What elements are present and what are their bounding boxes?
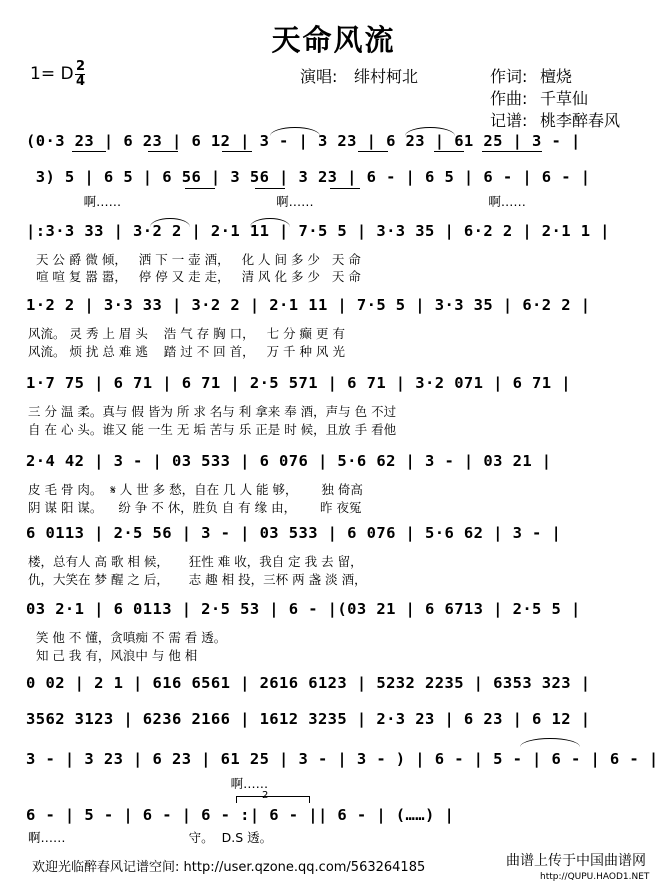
notation: |:3·3 33 | 3·2 2 | 2·1 11 | 7·5 5 | 3·3 35 | 6·2 2 | 2·1 1 | <box>26 222 610 240</box>
beam <box>482 151 542 152</box>
lyric-line-12a: 啊…… 守。 D.S 透。 <box>28 830 273 845</box>
composer: 千草仙 <box>540 89 589 108</box>
singer-label: 演唱: <box>300 67 338 86</box>
notation: 6 - | 5 - | 6 - | 6 - :| 6 - || 6 - | (……) | <box>26 806 455 824</box>
beam <box>330 188 360 189</box>
lyric-line-5a: 三 分 温 柔。真与 假 皆为 所 求 名与 利 拿来 奉 酒，声与 色 不过 <box>28 404 397 419</box>
lyric-line-7b: 仇，大笑在 梦 醒 之 后， 志 趣 相 投，三杯 两 盏 淡 酒， <box>28 572 367 587</box>
beam <box>72 151 106 152</box>
lyric-line-4b: 风流。 烦 扰 总 难 逃 踏 过 不 回 首， 万 千 种 风 光 <box>28 344 345 359</box>
notation: 3562 3123 | 6236 2166 | 1612 3235 | 2·3 23 | 6 23 | 6 12 | <box>26 710 591 728</box>
lyricist-label: 作词: <box>490 67 528 86</box>
notation: 3 - | 3 23 | 6 23 | 61 25 | 3 - | 3 - ) | 6 - | 5 - | 6 - | 6 - | <box>26 750 659 768</box>
watermark-text: 曲谱上传于中国曲谱网 <box>506 853 646 869</box>
lyric-line-6a: 皮 毛 骨 肉。 𝄋 人 世 多 愁，自在 几 人 能 够， 独 倚高 <box>28 482 363 497</box>
time-signature-top: 2 <box>76 59 86 74</box>
beam <box>185 188 215 189</box>
lyric-line-5b: 自 在 心 头。谁又 能 一生 无 垢 苦与 乐 正是 时 候，且放 手 看他 <box>28 422 397 437</box>
beam <box>255 188 285 189</box>
lyric-line-3a: 天 公 爵 微 倾， 洒 下 一 壶 酒， 化 人 间 多 少 天 命 <box>28 252 361 267</box>
volta-number: 2 <box>262 790 269 801</box>
key-signature: 1= D <box>30 64 74 84</box>
composer-label: 作曲: <box>490 89 528 108</box>
notation: 3) 5 | 6 5 | 6 56 | 3 56 | 3 23 | 6 - | 6 5 | 6 - | 6 - | <box>26 168 591 186</box>
lyric-line-2a: 啊…… 啊…… 啊…… <box>28 194 526 209</box>
tie <box>405 127 455 136</box>
tie <box>270 127 320 136</box>
beam <box>148 151 178 152</box>
notation: (0·3 23 | 6 23 | 6 12 | 3 - | 3 23 | 6 23 | 61 25 | 3 - | <box>26 132 581 150</box>
beam <box>358 151 388 152</box>
transcriber-label: 记谱: <box>490 111 528 130</box>
notation: 0 02 | 2 1 | 616 6561 | 2616 6123 | 5232 2235 | 6353 323 | <box>26 674 591 692</box>
volta-bracket <box>236 796 310 803</box>
lyric-line-11a: 啊…… <box>28 776 269 791</box>
score-system-1 <box>26 132 645 164</box>
lyricist: 檀烧 <box>540 67 573 86</box>
score-system-9 <box>26 674 645 706</box>
lyric-line-3b: 喧 喧 复 嚣 嚣， 停 停 又 走 走， 清 风 化 多 少 天 命 <box>28 269 361 284</box>
song-title: 天命风流 <box>271 23 396 57</box>
beam <box>222 151 252 152</box>
beam <box>434 151 464 152</box>
notation: 6 0113 | 2·5 56 | 3 - | 03 533 | 6 076 | 5·6 62 | 3 - | <box>26 524 562 542</box>
lyric-line-8b: 知 己 我 有，风浪中 与 他 相 <box>28 648 198 663</box>
footer-credit: 欢迎光临醉春风记谱空间: http://user.qzone.qq.com/563264185 <box>32 860 426 875</box>
watermark-url: http://QUPU.HAOD1.NET <box>540 872 650 882</box>
lyric-line-6b: 阴 谋 阳 谋。 纷 争 不 休，胜负 自 有 缘 由， 昨 夜冤 <box>28 500 362 515</box>
tie <box>250 218 290 227</box>
notation: 2·4 42 | 3 - | 03 533 | 6 076 | 5·6 62 | 3 - | 03 21 | <box>26 452 552 470</box>
notation: 03 2·1 | 6 0113 | 2·5 53 | 6 - |(03 21 | 6 6713 | 2·5 5 | <box>26 600 581 618</box>
notation: 1·2 2 | 3·3 33 | 3·2 2 | 2·1 11 | 7·5 5 | 3·3 35 | 6·2 2 | <box>26 296 591 314</box>
time-signature-bottom: 4 <box>76 74 86 89</box>
lyric-line-8a: 笑 他 不 懂，贪嗔痴 不 需 看 透。 <box>28 630 227 645</box>
lyric-line-7a: 楼，总有人 高 歌 相 候， 狂性 难 收，我自 定 我 去 留， <box>28 554 363 569</box>
notation: 1·7 75 | 6 71 | 6 71 | 2·5 571 | 6 71 | 3·2 071 | 6 71 | <box>26 374 571 392</box>
transcriber: 桃李醉春风 <box>540 111 621 130</box>
tie <box>150 218 190 227</box>
lyric-line-4a: 风流。 灵 秀 上 眉 头 浩 气 存 胸 口， 七 分 癫 更 有 <box>28 326 345 341</box>
singer: 绯村柯北 <box>354 67 419 86</box>
